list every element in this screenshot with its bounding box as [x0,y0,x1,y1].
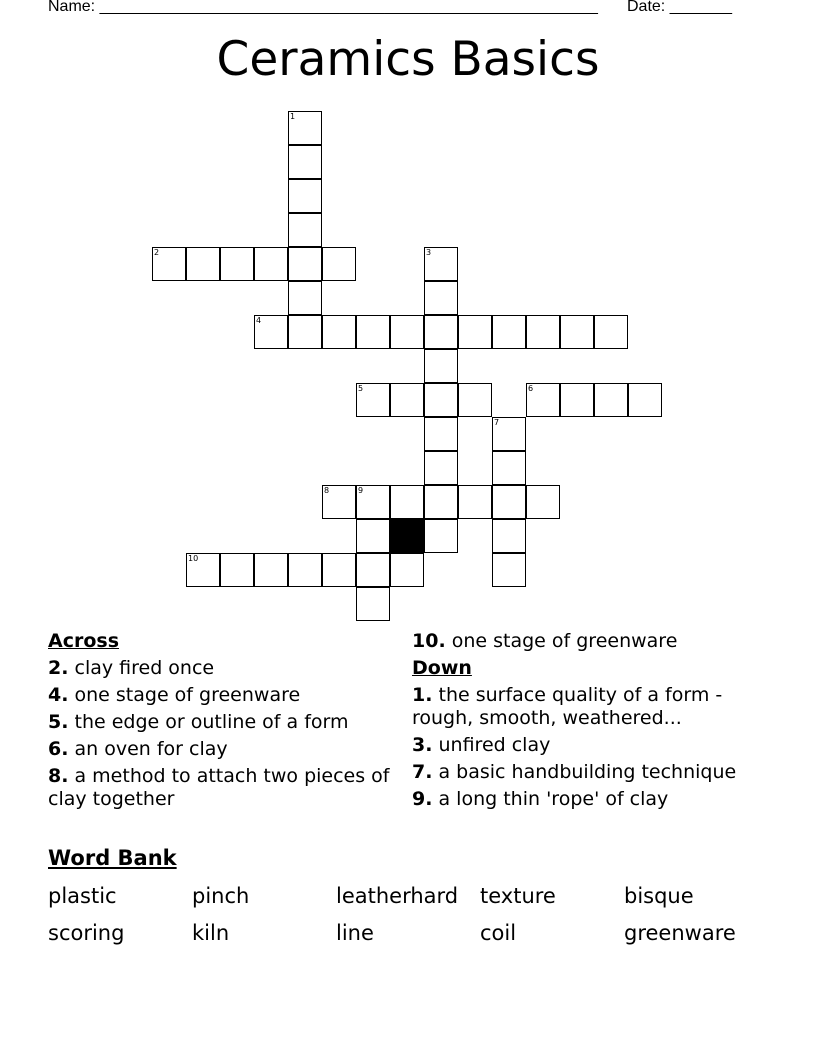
crossword-cell[interactable] [492,451,526,485]
crossword-cell[interactable] [560,315,594,349]
crossword-cell[interactable] [492,315,526,349]
clue-number: 7. [412,761,433,783]
word-bank-word: greenware [624,921,736,945]
word-bank-word: coil [480,921,517,945]
crossword-cell[interactable] [356,587,390,621]
name-field-label: Name: ________________________________________________________ [48,0,598,15]
clue-text: unfired clay [432,734,551,756]
crossword-cell[interactable] [356,383,390,417]
crossword-cell[interactable] [424,417,458,451]
clue-number-label: 10 [188,554,199,563]
crossword-cell[interactable] [390,383,424,417]
clue-number: 4. [48,684,69,706]
clue-down-3 [412,734,762,757]
crossword-cell[interactable] [288,145,322,179]
clue-number: 10. [412,630,446,652]
crossword-cell[interactable] [356,553,390,587]
word-bank-word: bisque [624,884,694,908]
crossword-cell[interactable] [424,349,458,383]
word-bank-word: scoring [48,921,125,945]
crossword-cell[interactable] [186,553,220,587]
clue-number-label: 6 [528,384,534,393]
crossword-cell[interactable] [560,383,594,417]
clue-number-label: 9 [358,486,364,495]
crossword-cell[interactable] [424,315,458,349]
crossword-cell[interactable] [356,485,390,519]
clue-across-8 [48,765,398,811]
crossword-cell[interactable] [424,451,458,485]
crossword-cell[interactable] [492,553,526,587]
crossword-cell[interactable] [458,383,492,417]
clue-across-10 [412,630,762,653]
crossword-cell[interactable] [390,315,424,349]
clue-number-label: 2 [154,248,160,257]
clue-down-9 [412,788,762,811]
clue-across-5 [48,711,398,734]
crossword-cell[interactable] [594,315,628,349]
crossword-cell[interactable] [424,519,458,553]
clue-text: one stage of greenware [445,630,678,652]
crossword-cell[interactable] [152,247,186,281]
across-clues-column [48,630,398,815]
word-bank-word: texture [480,884,556,908]
crossword-cell[interactable] [526,383,560,417]
clue-number: 1. [412,684,433,706]
crossword-cell[interactable] [628,383,662,417]
crossword-cell[interactable] [458,485,492,519]
crossword-cell[interactable] [288,281,322,315]
crossword-cell[interactable] [254,315,288,349]
crossword-cell[interactable] [288,315,322,349]
crossword-cell[interactable] [458,315,492,349]
crossword-cell[interactable] [322,247,356,281]
crossword-cell[interactable] [220,247,254,281]
crossword-cell[interactable] [424,281,458,315]
crossword-cell[interactable] [526,315,560,349]
clue-number-label: 4 [256,316,262,325]
crossword-cell[interactable] [288,553,322,587]
crossword-cell[interactable] [322,315,356,349]
clue-text: a long thin 'rope' of clay [432,788,669,810]
word-bank-word: plastic [48,884,117,908]
clue-number: 8. [48,765,69,787]
clue-across-4 [48,684,398,707]
clue-number-label: 7 [494,418,500,427]
clue-number-label: 3 [426,248,432,257]
clue-number-label: 1 [290,112,296,121]
clue-number: 9. [412,788,433,810]
clue-down-7 [412,761,762,784]
crossword-cell[interactable] [288,213,322,247]
crossword-cell[interactable] [424,485,458,519]
clue-across-2 [48,657,398,680]
crossword-cell[interactable] [220,553,254,587]
crossword-cell[interactable] [322,485,356,519]
clue-text: a method to attach two pieces of clay together [48,765,390,810]
crossword-cell[interactable] [526,485,560,519]
page-title: Ceramics Basics [216,32,600,87]
crossword-cell[interactable] [186,247,220,281]
clue-text: one stage of greenware [68,684,301,706]
across-heading: Across [48,630,120,652]
crossword-cell[interactable] [594,383,628,417]
clue-text: a basic handbuilding technique [432,761,737,783]
crossword-cell[interactable] [322,553,356,587]
crossword-cell[interactable] [492,519,526,553]
word-bank-heading: Word Bank [48,846,177,870]
clue-number-label: 5 [358,384,364,393]
crossword-cell[interactable] [492,417,526,451]
clue-number: 6. [48,738,69,760]
crossword-cell[interactable] [424,247,458,281]
crossword-cell[interactable] [424,383,458,417]
clue-down-1 [412,684,762,730]
word-bank-word: leatherhard [336,884,459,908]
down-clues-column [412,630,762,815]
clue-text: clay fired once [68,657,215,679]
crossword-cell[interactable] [356,315,390,349]
clue-number: 2. [48,657,69,679]
clue-number: 5. [48,711,69,733]
crossword-cell[interactable] [288,179,322,213]
crossword-cell[interactable] [288,111,322,145]
crossword-cell[interactable] [288,247,322,281]
crossword-cell[interactable] [492,485,526,519]
blocked-cell [390,519,424,553]
crossword-cell[interactable] [254,247,288,281]
clue-text: the edge or outline of a form [68,711,349,733]
crossword-cell[interactable] [390,485,424,519]
crossword-cell[interactable] [356,519,390,553]
word-bank-word: pinch [192,884,250,908]
clue-number-label: 8 [324,486,330,495]
clue-across-6 [48,738,398,761]
word-bank-word: line [336,921,374,945]
word-bank-word: kiln [192,921,230,945]
clue-number: 3. [412,734,433,756]
crossword-cell[interactable] [254,553,288,587]
clue-text: the surface quality of a form - rough, smooth, weathered... [412,684,723,729]
clue-text: an oven for clay [68,738,228,760]
date-field-label: Date: _______ [627,0,732,15]
crossword-cell[interactable] [390,553,424,587]
down-heading: Down [412,657,472,679]
